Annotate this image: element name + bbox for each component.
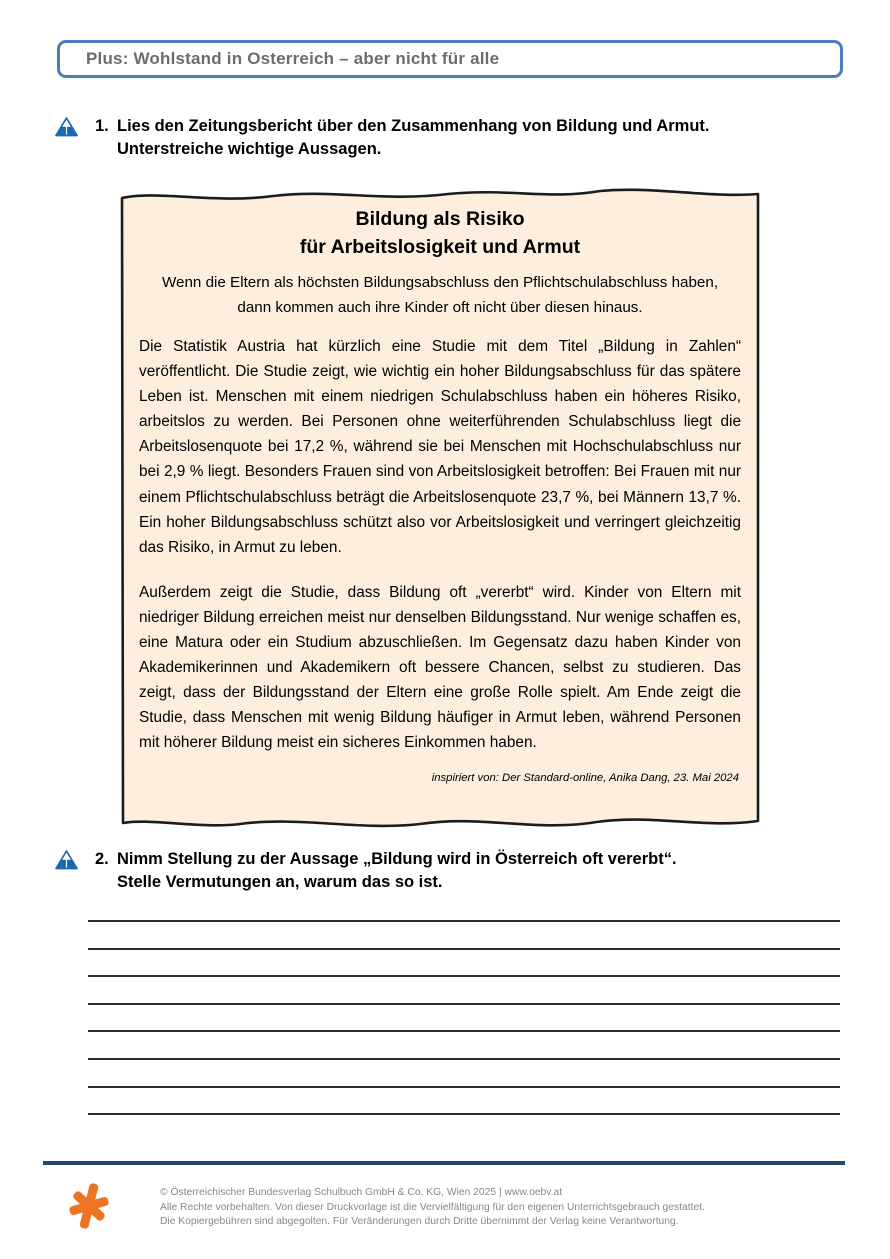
answer-line bbox=[88, 1113, 840, 1115]
footer-imprint bbox=[160, 1186, 705, 1230]
footer-line-3: Die Kopiergebühren sind abgegolten. Für Veränderungen durch Dritte übernimmt der Verlag keine Verantwortung. bbox=[160, 1216, 679, 1228]
footer-divider-rule bbox=[43, 1161, 845, 1165]
newspaper-article bbox=[118, 185, 762, 832]
oebv-logo-icon bbox=[64, 1180, 114, 1232]
footer-line-2: Alle Rechte vorbehalten. Von dieser Druckvorlage ist die Vervielfältigung für den eigenen Unterrichtsgebrauch gestattet. bbox=[160, 1201, 705, 1213]
pyramid-task-icon bbox=[55, 850, 78, 870]
pyramid-task-icon bbox=[55, 117, 78, 137]
task-2-line1: Nimm Stellung zu der Aussage „Bildung wird in Österreich oft vererbt“. bbox=[117, 850, 677, 868]
task-2-line2: Stelle Vermutungen an, warum das so ist. bbox=[117, 873, 443, 891]
task-1-line1: Lies den Zeitungsbericht über den Zusammenhang von Bildung und Armut. bbox=[117, 117, 710, 135]
article-paragraph-1: Die Statistik Austria hat kürzlich eine Studie mit dem Titel „Bildung in Zahlen“ veröffentlicht. Die Studie zeigt, wie wichtig ein hoher Bildungsabschluss für das spätere Leben ist. Menschen mit einem niedrigen Schulabschluss haben ein höheres Risiko, arbeitslos zu werden. Bei Personen ohne weiterführenden Schulabschluss liegt die Arbeitslosenquote bei 17,2 %, während sie bei Menschen mit Hochschulabschluss nur bei 2,9 % liegt. Besonders Frauen sind von Arbeitslosigkeit betroffen: Bei Frauen mit nur einem Pflichtschulabschluss beträgt die Arbeitslosenquote 23,7 %, bei Männern 13,7 %. Ein hoher Bildungsabschluss schützt also vor Arbeitslosigkeit und verringert gleichzeitig das Risiko, in Armut zu leben. bbox=[139, 338, 741, 556]
article-source-credit: inspiriert von: Der Standard-online, Anika Dang, 23. Mai 2024 bbox=[431, 771, 739, 784]
answer-line bbox=[88, 975, 840, 977]
article-headline: Bildung als Risiko für Arbeitslosigkeit und Armut bbox=[299, 208, 581, 258]
task-1 bbox=[55, 115, 710, 161]
task-1-number: 1. bbox=[95, 117, 109, 135]
answer-writing-area bbox=[88, 920, 840, 1141]
answer-line bbox=[88, 1058, 840, 1060]
plus-header-box bbox=[57, 40, 843, 78]
article-content bbox=[118, 185, 762, 832]
task-1-text bbox=[95, 115, 710, 161]
answer-line bbox=[88, 1003, 840, 1005]
answer-line bbox=[88, 920, 840, 922]
page-title: Plus: Wohlstand in Osterreich – aber nicht für alle bbox=[86, 49, 500, 68]
task-2 bbox=[55, 848, 677, 894]
answer-line bbox=[88, 948, 840, 950]
article-paragraph-2: Außerdem zeigt die Studie, dass Bildung oft „vererbt“ wird. Kinder von Eltern mit niedriger Bildung erreichen meist nur denselben Bildungsstand. Nur wenige schaffen es, eine Matura oder ein Studium abzuschließen. Im Gegensatz dazu haben Kinder von Akademikerinnen und Akademikern oft bessere Chancen, selbst zu studieren. Das zeigt, dass der Bildungsstand der Eltern eine große Rolle spielt. Am Ende zeigt die Studie, dass Menschen mit wenig Bildung häufiger in Armut leben, während Personen mit höherer Bildung meist ein sicheres Einkommen haben. bbox=[139, 583, 741, 752]
task-2-text bbox=[95, 848, 677, 894]
task-1-line2: Unterstreiche wichtige Aussagen. bbox=[117, 140, 382, 158]
article-subtitle: Wenn die Eltern als höchsten Bildungsabschluss den Pflichtschulabschluss haben, dann kommen auch ihre Kinder oft nicht über diesen hinaus. bbox=[161, 274, 719, 316]
footer-line-1: © Österreichischer Bundesverlag Schulbuch GmbH & Co. KG, Wien 2025 | www.oebv.at bbox=[160, 1187, 563, 1198]
answer-line bbox=[88, 1030, 840, 1032]
answer-line bbox=[88, 1086, 840, 1088]
task-2-number: 2. bbox=[95, 850, 109, 868]
